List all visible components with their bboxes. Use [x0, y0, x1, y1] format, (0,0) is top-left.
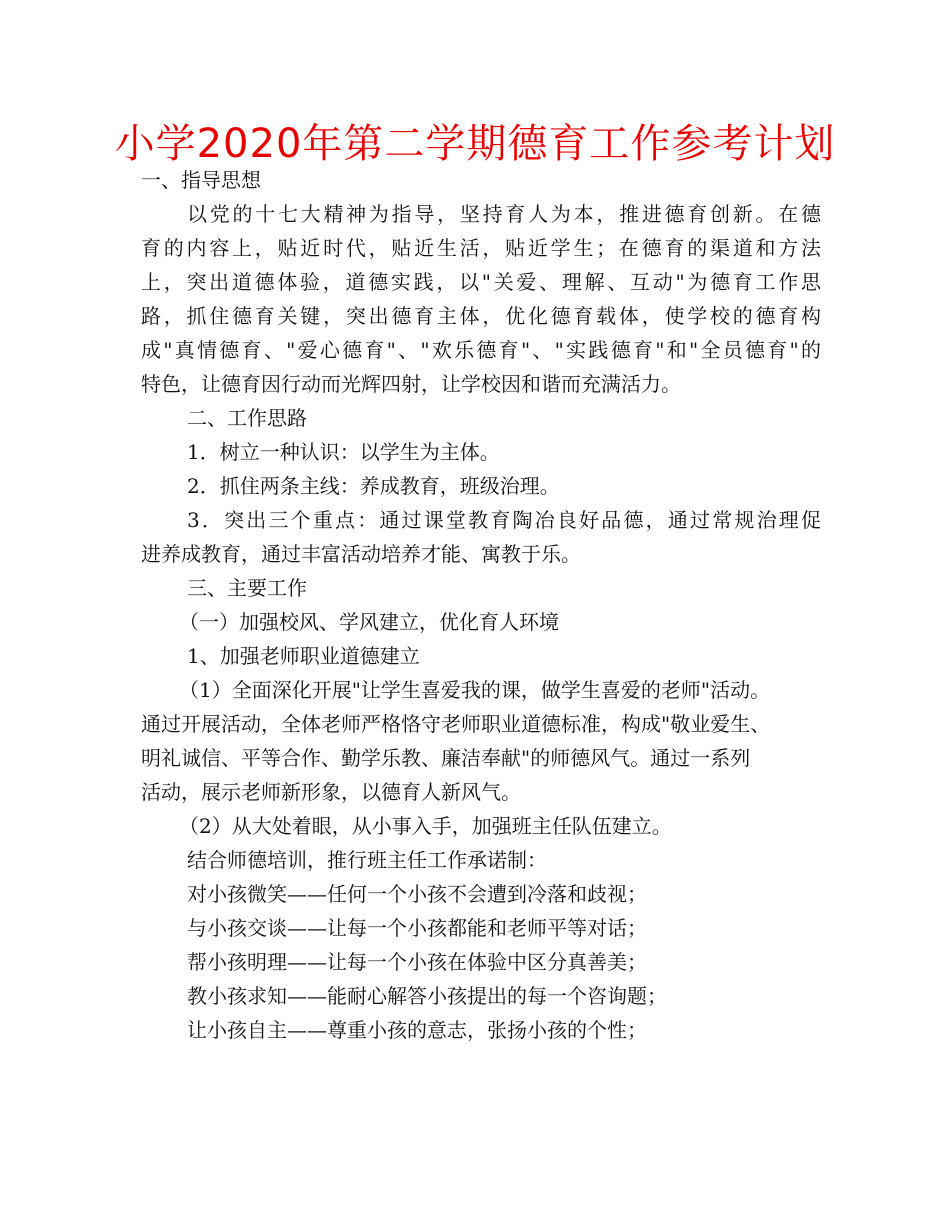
- paragraph-line: 以党的十七大精神为指导，坚持育人为本，推进德育创新。在德: [187, 202, 821, 226]
- list-item: 3．突出三个重点：通过课堂教育陶冶良好品德，通过常规治理促: [187, 508, 821, 532]
- section-heading-main-work: 三、主要工作: [187, 576, 307, 600]
- list-item: 2．抓住两条主线：养成教育，班级治理。: [187, 474, 560, 498]
- document-body: [141, 163, 821, 1047]
- section-heading-guiding-ideology: 一、指导思想: [141, 168, 261, 192]
- list-item: 与小孩交谈——让每一个小孩都能和老师平等对话；: [187, 916, 647, 940]
- paragraph-line: （2）从大处着眼，从小事入手，加强班主任队伍建立。: [179, 814, 672, 838]
- paragraph-line: 育的内容上，贴近时代，贴近生活，贴近学生；在德育的渠道和方法: [141, 236, 821, 260]
- paragraph-line: 特色，让德育因行动而光辉四射，让学校因和谐而充满活力。: [141, 372, 681, 396]
- paragraph-line: 通过开展活动，全体老师严格恪守老师职业道德标准，构成"敬业爱生、: [141, 712, 771, 736]
- list-item: 让小孩自主——尊重小孩的意志，张扬小孩的个性；: [187, 1018, 647, 1042]
- document-title: 小学2020年第二学期德育工作参考计划: [114, 121, 836, 167]
- paragraph-line: 明礼诚信、平等合作、勤学乐教、廉洁奉献"的师德风气。通过一系列: [141, 746, 751, 770]
- paragraph-line: （1）全面深化开展"让学生喜爱我的课，做学生喜爱的老师"活动。: [179, 678, 771, 702]
- list-item: 帮小孩明理——让每一个小孩在体验中区分真善美；: [187, 950, 647, 974]
- list-item: 1．树立一种认识：以学生为主体。: [187, 440, 500, 464]
- list-item: 教小孩求知——能耐心解答小孩提出的每一个咨询题；: [187, 984, 667, 1008]
- paragraph-line: 活动，展示老师新形象，以德育人新风气。: [141, 780, 521, 804]
- paragraph-line: 上，突出道德体验，道德实践，以"关爱、理解、互动"为德育工作思: [141, 270, 821, 294]
- paragraph-line: 路，抓住德育关键，突出德育主体，优化德育载体，使学校的德育构: [141, 304, 821, 328]
- subsection-heading: 1、加强老师职业道德建立: [187, 644, 420, 668]
- subsection-heading: （一）加强校风、学风建立，优化育人环境: [179, 610, 559, 634]
- paragraph-line: 结合师德培训，推行班主任工作承诺制：: [187, 848, 547, 872]
- paragraph-line: 成"真情德育、"爱心德育"、"欢乐德育"、"实践德育"和"全员德育"的: [141, 338, 821, 362]
- paragraph-line: 进养成教育，通过丰富活动培养才能、寓教于乐。: [141, 542, 581, 566]
- list-item: 对小孩微笑——任何一个小孩不会遭到冷落和歧视；: [187, 882, 647, 906]
- section-heading-work-approach: 二、工作思路: [187, 406, 307, 430]
